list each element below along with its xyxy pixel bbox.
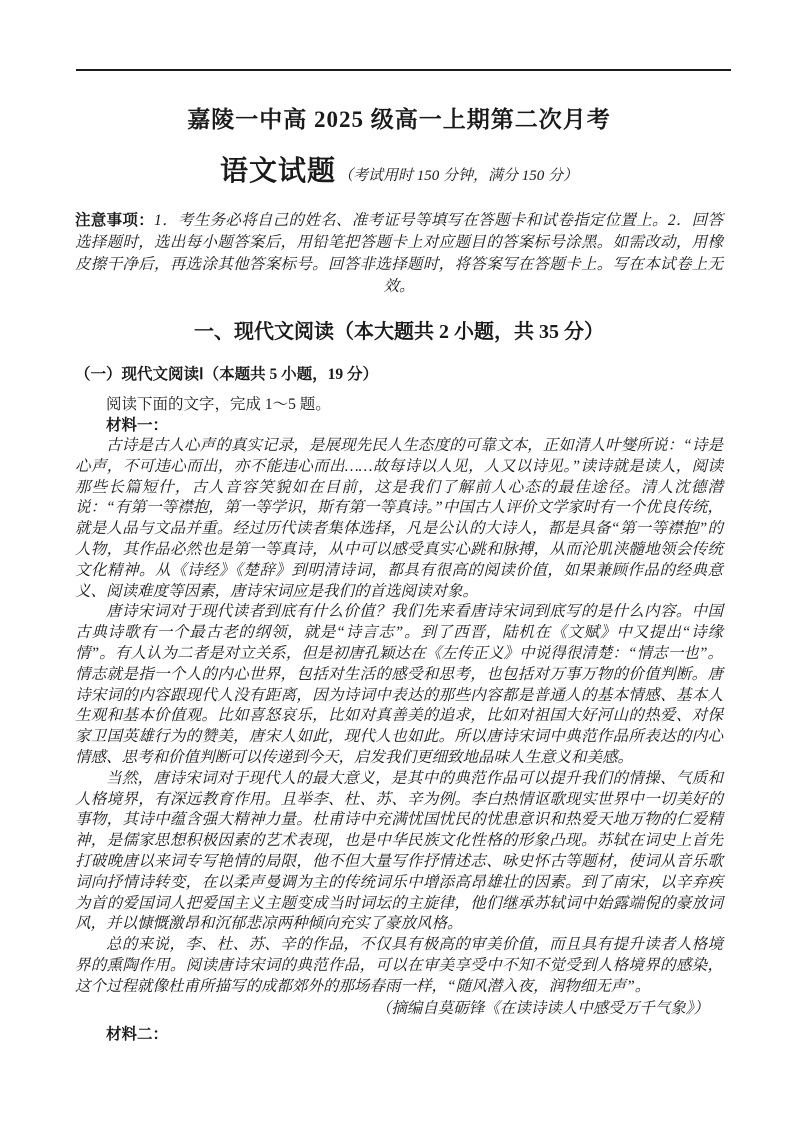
subject-note: （考试用时 150 分钟，满分 150 分） <box>338 168 579 184</box>
exam-title: 嘉陵一中高 2025 级高一上期第二次月考 <box>187 107 611 132</box>
page-content <box>75 96 723 1045</box>
material-1-paragraph: 古诗是古人心声的真实记录，是展现先民人生态度的可靠文本，正如清人叶燮所说：“诗是心声，不可违心而出，亦不能违心而出……故每诗以人见，人又以诗见。”读诗就是读人，阅读那些长篇短什，古人音容笑貌如在目前，这是我们了解前人心态的最佳途径。清人沈德潜说：“有第一等襟抱，第一等学识，斯有第一等真诗。”中国古人评价文学家时有一个优良传统，就是人品与文品并重。经过历代读者集体选择，凡是公认的大诗人，都是具备“第一等襟抱”的人物，其作品必然也是第一等真诗，从中可以感受真实心跳和脉搏，从而沦肌浃髓地领会传统文化精神。从《诗经》《楚辞》到明清诗词，都具有很高的阅读价值，如果兼顾作品的经典意义、阅读难度等因素，唐诗宋词应是我们的首选阅读对象。 <box>75 437 723 600</box>
material-1-paragraph: 唐诗宋词对于现代读者到底有什么价值？我们先来看唐诗宋词到底写的是什么内容。中国古典诗歌有一个最古老的纲领，就是“诗言志”。到了西晋，陆机在《文赋》中又提出“诗缘情”。有人认为二者是对立关系，但是初唐孔颖达在《左传正义》中说得很清楚：“情志一也”。情志就是指一个人的内心世界，包括对生活的感受和思考，也包括对万事万物的价值判断。唐诗宋词的内容跟现代人没有距离，因为诗词中表达的那些内容都是普通人的基本情感、基本人生观和基本价值观。比如喜怒哀乐，比如对真善美的追求，比如对祖国大好河山的热爱、对保家卫国英雄行为的赞美，唐宋人如此，现代人也如此。所以唐诗宋词中典范作品所表达的内心情感、思考和价值判断可以传递到今天，启发我们更细致地品味人生意义和美感。 <box>75 603 723 766</box>
material-1-label: 材料一： <box>106 417 169 434</box>
material-1-paragraph: 当然，唐诗宋词对于现代人的最大意义，是其中的典范作品可以提升我们的情操、气质和人格境界，有深远教育作用。且举李、杜、苏、辛为例。李白热情讴歌现实世界中一切美好的事物，其诗中蕴含强大精神力量。杜甫诗中充满忧国忧民的忧患意识和热爱天地万物的仁爱精神，是儒家思想积极因素的艺术表现，也是中华民族文化性格的形象凸现。苏轼在词史上首先打破晚唐以来词专写艳情的局限，他不但大量写作抒情述志、咏史怀古等题材，使词从音乐歌词向抒情诗转变，在以柔声曼调为主的传统词乐中增添高昂雄壮的因素。到了南宋，以辛弃疾为首的爱国词人把爱国主义主题变成当时词坛的主旋律，他们继承苏轼词中始露端倪的豪放词风，并以慷慨激昂和沉郁悲凉两种倾向充实了豪放风格。 <box>75 769 723 933</box>
subject-title: 语文试题 <box>219 156 336 187</box>
material-1-attribution: （摘编自莫砺锋《在读诗读人中感受万千气象》） <box>375 999 709 1017</box>
notice-text: 1．考生务必将自己的姓名、准考证号等填写在答题卡和试卷指定位置上。2．回答选择题时，选出每小题答案后，用铅笔把答题卡上对应题目的答案标号涂黑。如需改动，用橡皮擦干净后，再选涂其他答案标号。回答非选择题时，将答案写在答题卡上。写在本试卷上无效。 <box>75 212 723 295</box>
subsection-heading-reading-1: （一）现代文阅读Ⅰ（本题共 5 小题，19 分） <box>75 366 378 383</box>
material-2-label: 材料二： <box>106 1025 169 1043</box>
header-rule <box>76 69 731 71</box>
notice-block <box>75 210 723 298</box>
material-1-paragraph: 总的来说，李、杜、苏、辛的作品，不仅具有极高的审美价值，而且具有提升读者人格境界的熏陶作用。阅读唐诗宋词的典范作品，可以在审美享受中不知不觉受到人格境界的感染，这个过程就像杜甫所描写的成都郊外的那场春雨一样，“随风潜入夜，润物细无声”。 <box>75 936 723 995</box>
notice-label: 注意事项： <box>75 212 155 229</box>
subject-title-line <box>75 154 723 194</box>
reading-instruction: 阅读下面的文字，完成 1～5 题。 <box>106 396 331 413</box>
section-heading-modern-text-reading: 一、现代文阅读（本大题共 2 小题，共 35 分） <box>194 321 604 343</box>
